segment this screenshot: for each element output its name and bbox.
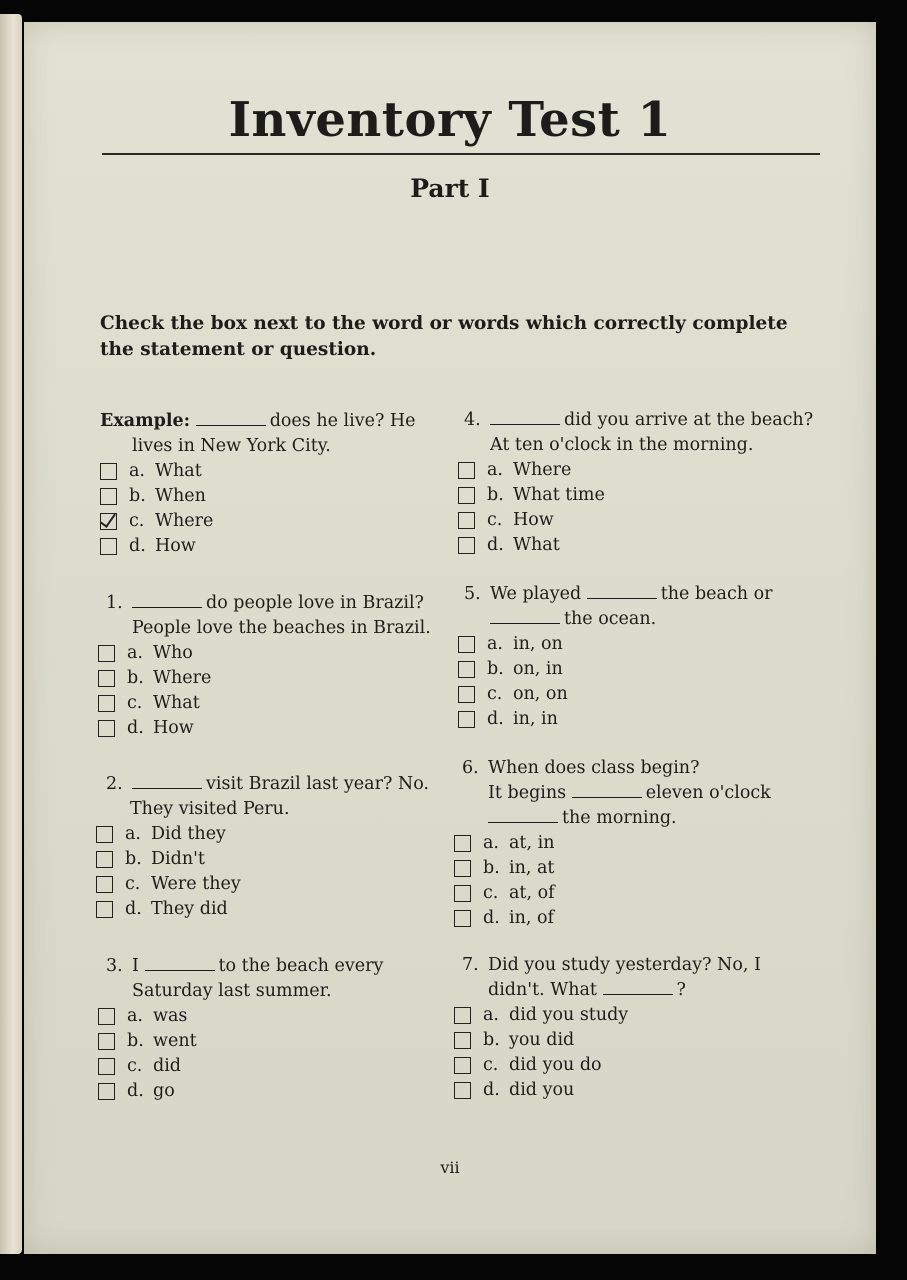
question-4: 4. did you arrive at the beach? At ten o'clock in the morning. a. Where b. What time c. How d. What (464, 408, 813, 558)
option-a[interactable]: a. did you study (454, 1003, 761, 1028)
checkbox[interactable] (454, 835, 471, 852)
checkbox[interactable] (454, 1082, 471, 1099)
option-d[interactable]: d. go (98, 1079, 383, 1104)
checkbox[interactable] (458, 636, 475, 653)
page-number: vii (440, 1158, 460, 1177)
option-a[interactable]: a. at, in (454, 831, 771, 856)
checkbox[interactable] (458, 462, 475, 479)
option-b[interactable]: b. What time (458, 483, 813, 508)
checkbox[interactable] (454, 860, 471, 877)
option-a[interactable]: a. What (100, 459, 416, 484)
checkbox[interactable] (98, 670, 115, 687)
checkbox[interactable] (96, 826, 113, 843)
option-c[interactable]: c. Were they (96, 872, 429, 897)
option-d[interactable]: d. How (100, 534, 416, 559)
option-a[interactable]: a. Who (98, 641, 431, 666)
option-d[interactable]: d. in, in (458, 707, 773, 732)
checkbox[interactable] (98, 720, 115, 737)
option-a[interactable]: a. Did they (96, 822, 429, 847)
test-page (24, 22, 876, 1254)
page-title: Inventory Test 1 (228, 92, 672, 148)
answer-blank (572, 783, 642, 798)
instructions: Check the box next to the word or words which correctly complete the statement or question. (100, 313, 788, 360)
checkbox[interactable] (98, 1083, 115, 1100)
checkbox[interactable] (100, 463, 117, 480)
checkbox[interactable] (100, 538, 117, 555)
example-question: Example: does he live? He lives in New York City. a. What b. When c. Where d. How (100, 409, 416, 559)
checked-checkbox[interactable] (100, 513, 117, 530)
example-label: Example: (100, 411, 191, 431)
checkbox[interactable] (96, 876, 113, 893)
option-a[interactable]: a. Where (458, 458, 813, 483)
checkbox[interactable] (98, 1008, 115, 1025)
answer-blank (132, 774, 202, 789)
answer-blank (132, 593, 202, 608)
option-c[interactable]: c. at, of (454, 881, 771, 906)
question-1: 1. do people love in Brazil? People love the beaches in Brazil. a. Who b. Where c. What d. How (106, 591, 431, 741)
checkbox[interactable] (454, 885, 471, 902)
option-b[interactable]: b. in, at (454, 856, 771, 881)
option-c[interactable]: c. did you do (454, 1053, 761, 1078)
checkbox[interactable] (98, 695, 115, 712)
checkbox[interactable] (458, 512, 475, 529)
option-d[interactable]: d. They did (96, 897, 429, 922)
checkbox[interactable] (98, 1058, 115, 1075)
question-3: 3. I to the beach every Saturday last summer. a. was b. went c. did d. go (106, 954, 383, 1104)
checkbox[interactable] (98, 645, 115, 662)
answer-blank (587, 584, 657, 599)
option-c[interactable]: c. How (458, 508, 813, 533)
checkbox[interactable] (458, 686, 475, 703)
answer-blank (603, 980, 673, 995)
question-6: 6. When does class begin? It begins eleven o'clock the morning. a. at, in b. in, at c. at, of d. in, of (462, 756, 771, 931)
option-b[interactable]: b. on, in (458, 657, 773, 682)
answer-blank (196, 411, 266, 426)
checkbox[interactable] (458, 711, 475, 728)
checkbox[interactable] (454, 1057, 471, 1074)
checkbox[interactable] (98, 1033, 115, 1050)
title-rule (102, 153, 820, 155)
answer-blank (145, 956, 215, 971)
option-b[interactable]: b. When (100, 484, 416, 509)
option-b[interactable]: b. Didn't (96, 847, 429, 872)
checkbox[interactable] (96, 851, 113, 868)
option-c[interactable]: c. What (98, 691, 431, 716)
answer-blank (488, 808, 558, 823)
checkbox[interactable] (454, 910, 471, 927)
option-b[interactable]: b. you did (454, 1028, 761, 1053)
question-5: 5. We played the beach or the ocean. a. in, on b. on, in c. on, on d. in, in (464, 582, 773, 732)
checkbox[interactable] (458, 661, 475, 678)
question-7: 7. Did you study yesterday? No, I didn't. What ? a. did you study b. you did c. did you do d. did you (462, 953, 761, 1103)
option-b[interactable]: b. Where (98, 666, 431, 691)
option-c[interactable]: c. did (98, 1054, 383, 1079)
answer-blank (490, 609, 560, 624)
answer-blank (490, 410, 560, 425)
option-c[interactable]: c. on, on (458, 682, 773, 707)
option-a[interactable]: a. in, on (458, 632, 773, 657)
checkbox[interactable] (96, 901, 113, 918)
checkbox[interactable] (454, 1007, 471, 1024)
option-a[interactable]: a. was (98, 1004, 383, 1029)
checkbox[interactable] (454, 1032, 471, 1049)
part-heading: Part I (410, 174, 490, 203)
option-b[interactable]: b. went (98, 1029, 383, 1054)
question-2: 2. visit Brazil last year? No. They visited Peru. a. Did they b. Didn't c. Were they d. They did (106, 772, 429, 922)
checkbox[interactable] (458, 487, 475, 504)
checkbox[interactable] (100, 488, 117, 505)
checkbox[interactable] (458, 537, 475, 554)
option-c[interactable]: c. Where (100, 509, 416, 534)
adjacent-page-edge (0, 14, 22, 1254)
option-d[interactable]: d. How (98, 716, 431, 741)
option-d[interactable]: d. in, of (454, 906, 771, 931)
option-d[interactable]: d. did you (454, 1078, 761, 1103)
option-d[interactable]: d. What (458, 533, 813, 558)
